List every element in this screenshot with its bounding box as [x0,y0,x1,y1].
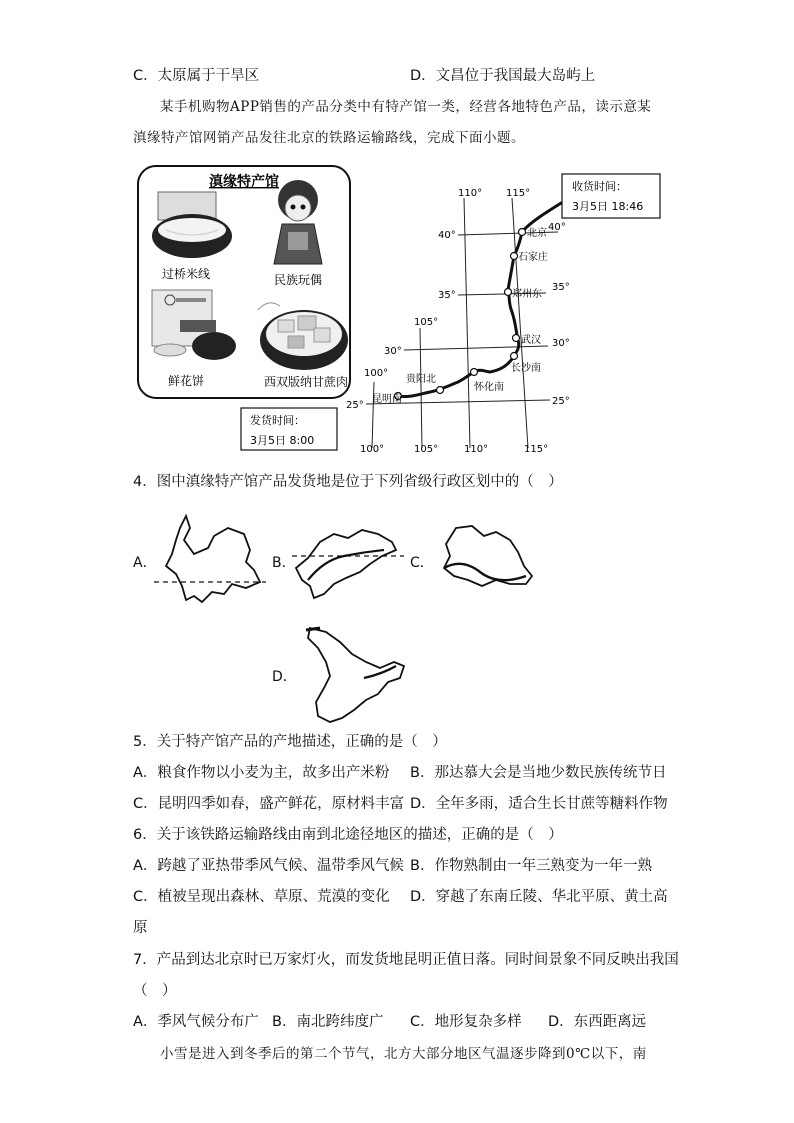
q4-option-a-label: A． [133,555,157,571]
lon-label-bottom-110: 110° [464,444,489,455]
panel-title: 滇缘特产馆 [209,174,279,190]
station-shijiazhuang: 石家庄 [518,252,548,263]
product-panel [138,166,350,398]
q6-option-c: C．植被呈现出森林、草原、荒漠的变化 [133,889,390,905]
q7-option-a: A．季风气候分布广 [133,1014,259,1030]
lat-label-40-left: 40° [438,230,456,241]
q6-stem: 6．关于该铁路运输路线由南到北途径地区的描述，正确的是（ ） [133,827,563,843]
station-beijing: 北京 [527,228,547,239]
lon-label-top-110: 110° [458,188,483,199]
receive-time-title: 收货时间： [572,180,627,193]
lon-label-bottom-115: 115° [524,444,549,455]
q6-option-a: A．跨越了亚热带季风气候、温带季风气候 [133,858,404,874]
receive-time-value: 3月5日 18:46 [572,200,644,213]
tail-paragraph: 小雪是进入到冬季后的第二个节气，北方大部分地区气温逐步降到0℃以下，南 [160,1046,647,1062]
lat-label-25-left: 25° [346,400,364,411]
station-zhengzhoudong: 郑州东 [512,289,542,300]
station-huaihuanan: 怀化南 [474,382,504,393]
q5-option-a: A．粮食作物以小麦为主，故多出产米粉 [133,765,390,781]
province-outline-b [288,520,408,610]
lat-label-30-right: 30° [552,338,570,349]
product-label-3: 鲜花饼 [167,374,205,388]
q4-option-b-label: B． [272,555,296,571]
ship-time-title: 发货时间： [250,414,305,427]
q7-paren: （ ） [133,983,177,999]
station-guiyangbei: 贵阳北 [406,374,436,385]
province-outline-d [296,622,416,732]
intro-line-2: 滇缘特产馆网销产品发往北京的铁路运输路线，完成下面小题。 [133,130,525,146]
province-outline-a [150,510,270,610]
lat-label-30-left: 30° [384,346,402,357]
product-label-1: 过桥米线 [161,267,211,281]
lat-label-35-right: 35° [552,282,570,293]
product-label-2: 民族玩偶 [273,273,323,287]
station-kunmingnan: 昆明南 [372,394,402,405]
station-wuhan: 武汉 [521,335,541,346]
q7-option-d: D．东西距离远 [548,1014,647,1030]
q7-option-b: B．南北跨纬度广 [272,1014,384,1030]
lon-label-bottom-100: 100° [360,444,385,455]
lon-label-105: 105° [414,317,439,328]
q6-option-d-cont: 原 [133,920,148,936]
q5-stem: 5．关于特产馆产品的产地描述，正确的是（ ） [133,734,447,750]
station-changshanan: 长沙南 [511,363,541,374]
province-outline-c [432,518,542,608]
ship-time-value: 3月5日 8:00 [250,434,315,447]
intro-line-1: 某手机购物APP销售的产品分类中有特产馆一类，经营各地特色产品，读示意某 [160,99,652,115]
q6-option-b: B．作物熟制由一年三熟变为一年一熟 [410,858,652,874]
q5-option-c: C．昆明四季如春，盛产鲜花，原材料丰富 [133,796,405,812]
q7-stem: 7．产品到达北京时已万家灯火，而发货地昆明正值日落。同时间景象不同反映出我国 [133,952,679,968]
lon-label-100: 100° [364,368,389,379]
lon-label-bottom-105: 105° [414,444,439,455]
q5-option-b: B．那达慕大会是当地少数民族传统节日 [410,765,667,781]
q7-option-c: C．地形复杂多样 [410,1014,522,1030]
lat-label-40-right: 40° [548,222,566,233]
lat-label-35-left: 35° [438,290,456,301]
lon-label-top-115: 115° [506,188,531,199]
q3-option-d: D．文昌位于我国最大岛屿上 [410,68,596,84]
ship-time-box [241,408,337,450]
q6-option-d: D．穿越了东南丘陵、华北平原、黄土高 [410,889,668,905]
receive-time-box [562,174,660,218]
q4-option-d-label: D． [272,669,297,685]
product-label-4: 西双版纳甘蔗肉 [263,375,349,389]
q5-option-d: D．全年多雨，适合生长甘蔗等糖料作物 [410,796,668,812]
q4-stem: 4．图中滇缘特产馆产品发货地是位于下列省级行政区划中的（ ） [133,474,563,490]
lat-label-25-right: 25° [552,396,570,407]
route-figure [0,160,794,460]
q3-option-c: C．太原属于干旱区 [133,68,260,84]
q4-option-c-label: C． [410,555,434,571]
